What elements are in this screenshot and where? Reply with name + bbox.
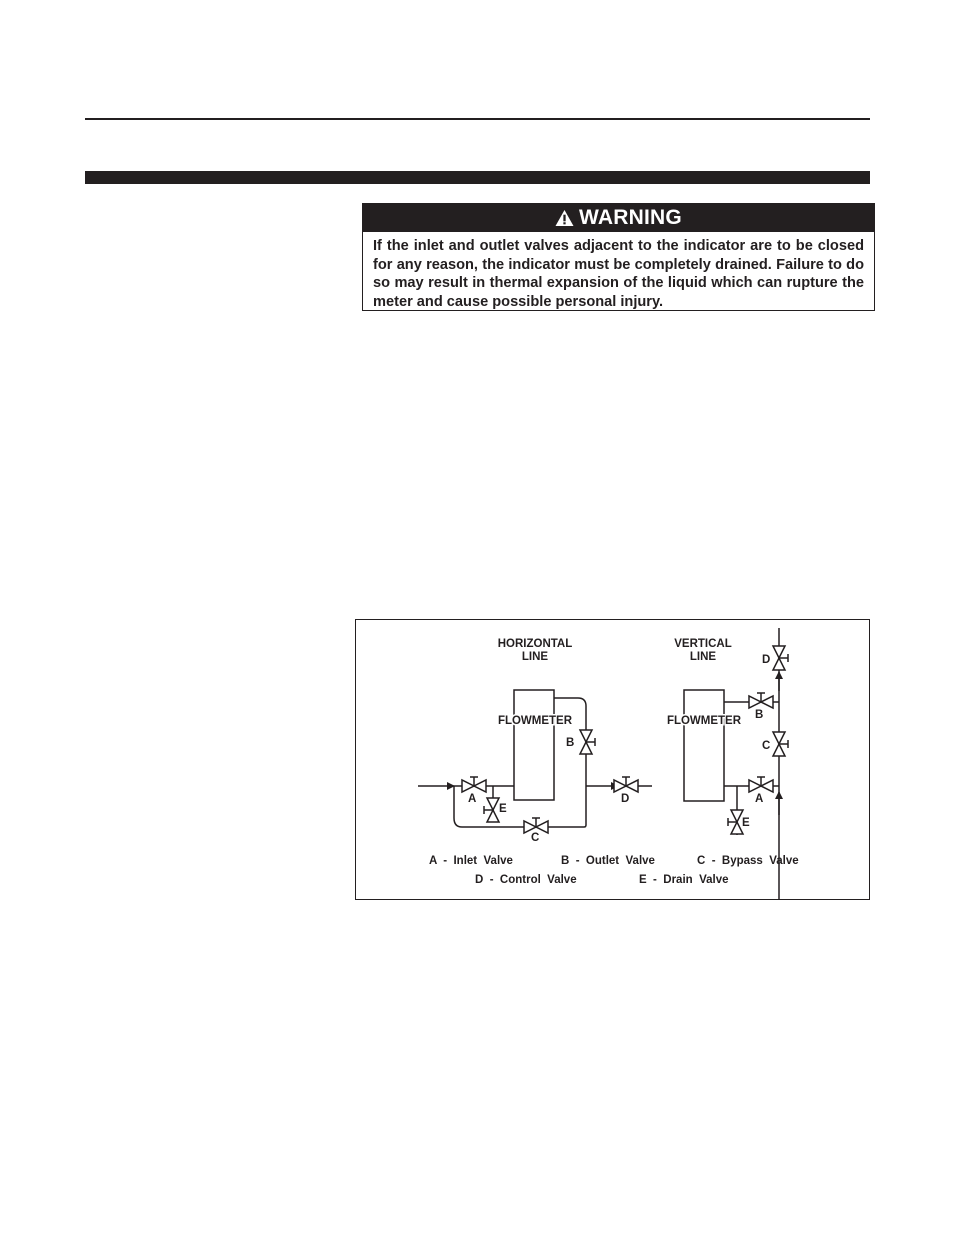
vertical-flowmeter-label: FLOWMETER <box>666 715 742 727</box>
legend-control-valve: D - Control Valve <box>475 874 577 886</box>
valve-b-vertical <box>749 693 773 708</box>
vertical-title-line1: VERTICAL <box>674 638 732 650</box>
valve-a-vertical <box>749 777 773 792</box>
horizontal-valve-c-label: C <box>531 832 540 844</box>
vertical-flowmeter-body <box>684 690 724 801</box>
warning-box <box>362 203 875 311</box>
horizontal-valve-d-label: D <box>621 793 630 805</box>
valve-c-horizontal <box>524 818 548 833</box>
exclamation-triangle-icon <box>555 209 574 227</box>
valve-e-vertical <box>728 810 743 834</box>
warning-header <box>363 204 874 232</box>
valve-e-horizontal <box>484 798 499 822</box>
valve-diagram <box>356 620 871 901</box>
vertical-valve-b-label: B <box>755 709 764 721</box>
vertical-valve-e-label: E <box>742 817 750 829</box>
valve-a-horizontal <box>462 777 486 792</box>
horizontal-title-line1: HORIZONTAL <box>497 638 573 650</box>
valve-c-vertical <box>773 732 788 756</box>
vertical-valve-a-label: A <box>755 793 764 805</box>
vertical-title-line2: LINE <box>689 651 717 663</box>
valve-diagram-figure <box>355 619 870 900</box>
horizontal-flowmeter-body <box>514 690 554 800</box>
legend-inlet-valve: A - Inlet Valve <box>429 855 513 867</box>
vertical-valve-d-label: D <box>762 654 771 666</box>
legend-bypass-valve: C - Bypass Valve <box>697 855 799 867</box>
legend-drain-valve: E - Drain Valve <box>639 874 729 886</box>
legend-outlet-valve: B - Outlet Valve <box>561 855 655 867</box>
horizontal-title-line2: LINE <box>521 651 549 663</box>
horizontal-valve-a-label: A <box>468 793 477 805</box>
valve-b-horizontal <box>580 730 595 754</box>
section-bar <box>85 171 870 184</box>
warning-title: WARNING <box>579 206 682 229</box>
warning-text: If the inlet and outlet valves adjacent to the indicator are to be closed for any reason, the indicator must be completely drained. Failure to do so may result in thermal expansion of the liquid which can rupture the meter and cause possible personal injury. <box>373 238 864 310</box>
horizontal-valve-b-label: B <box>566 737 575 749</box>
valve-d-vertical <box>773 646 788 670</box>
horizontal-valve-e-label: E <box>499 803 507 815</box>
horizontal-flowmeter-label: FLOWMETER <box>497 715 573 727</box>
header-rule <box>85 118 870 120</box>
valve-d-horizontal <box>614 777 638 792</box>
vertical-valve-c-label: C <box>762 740 771 752</box>
